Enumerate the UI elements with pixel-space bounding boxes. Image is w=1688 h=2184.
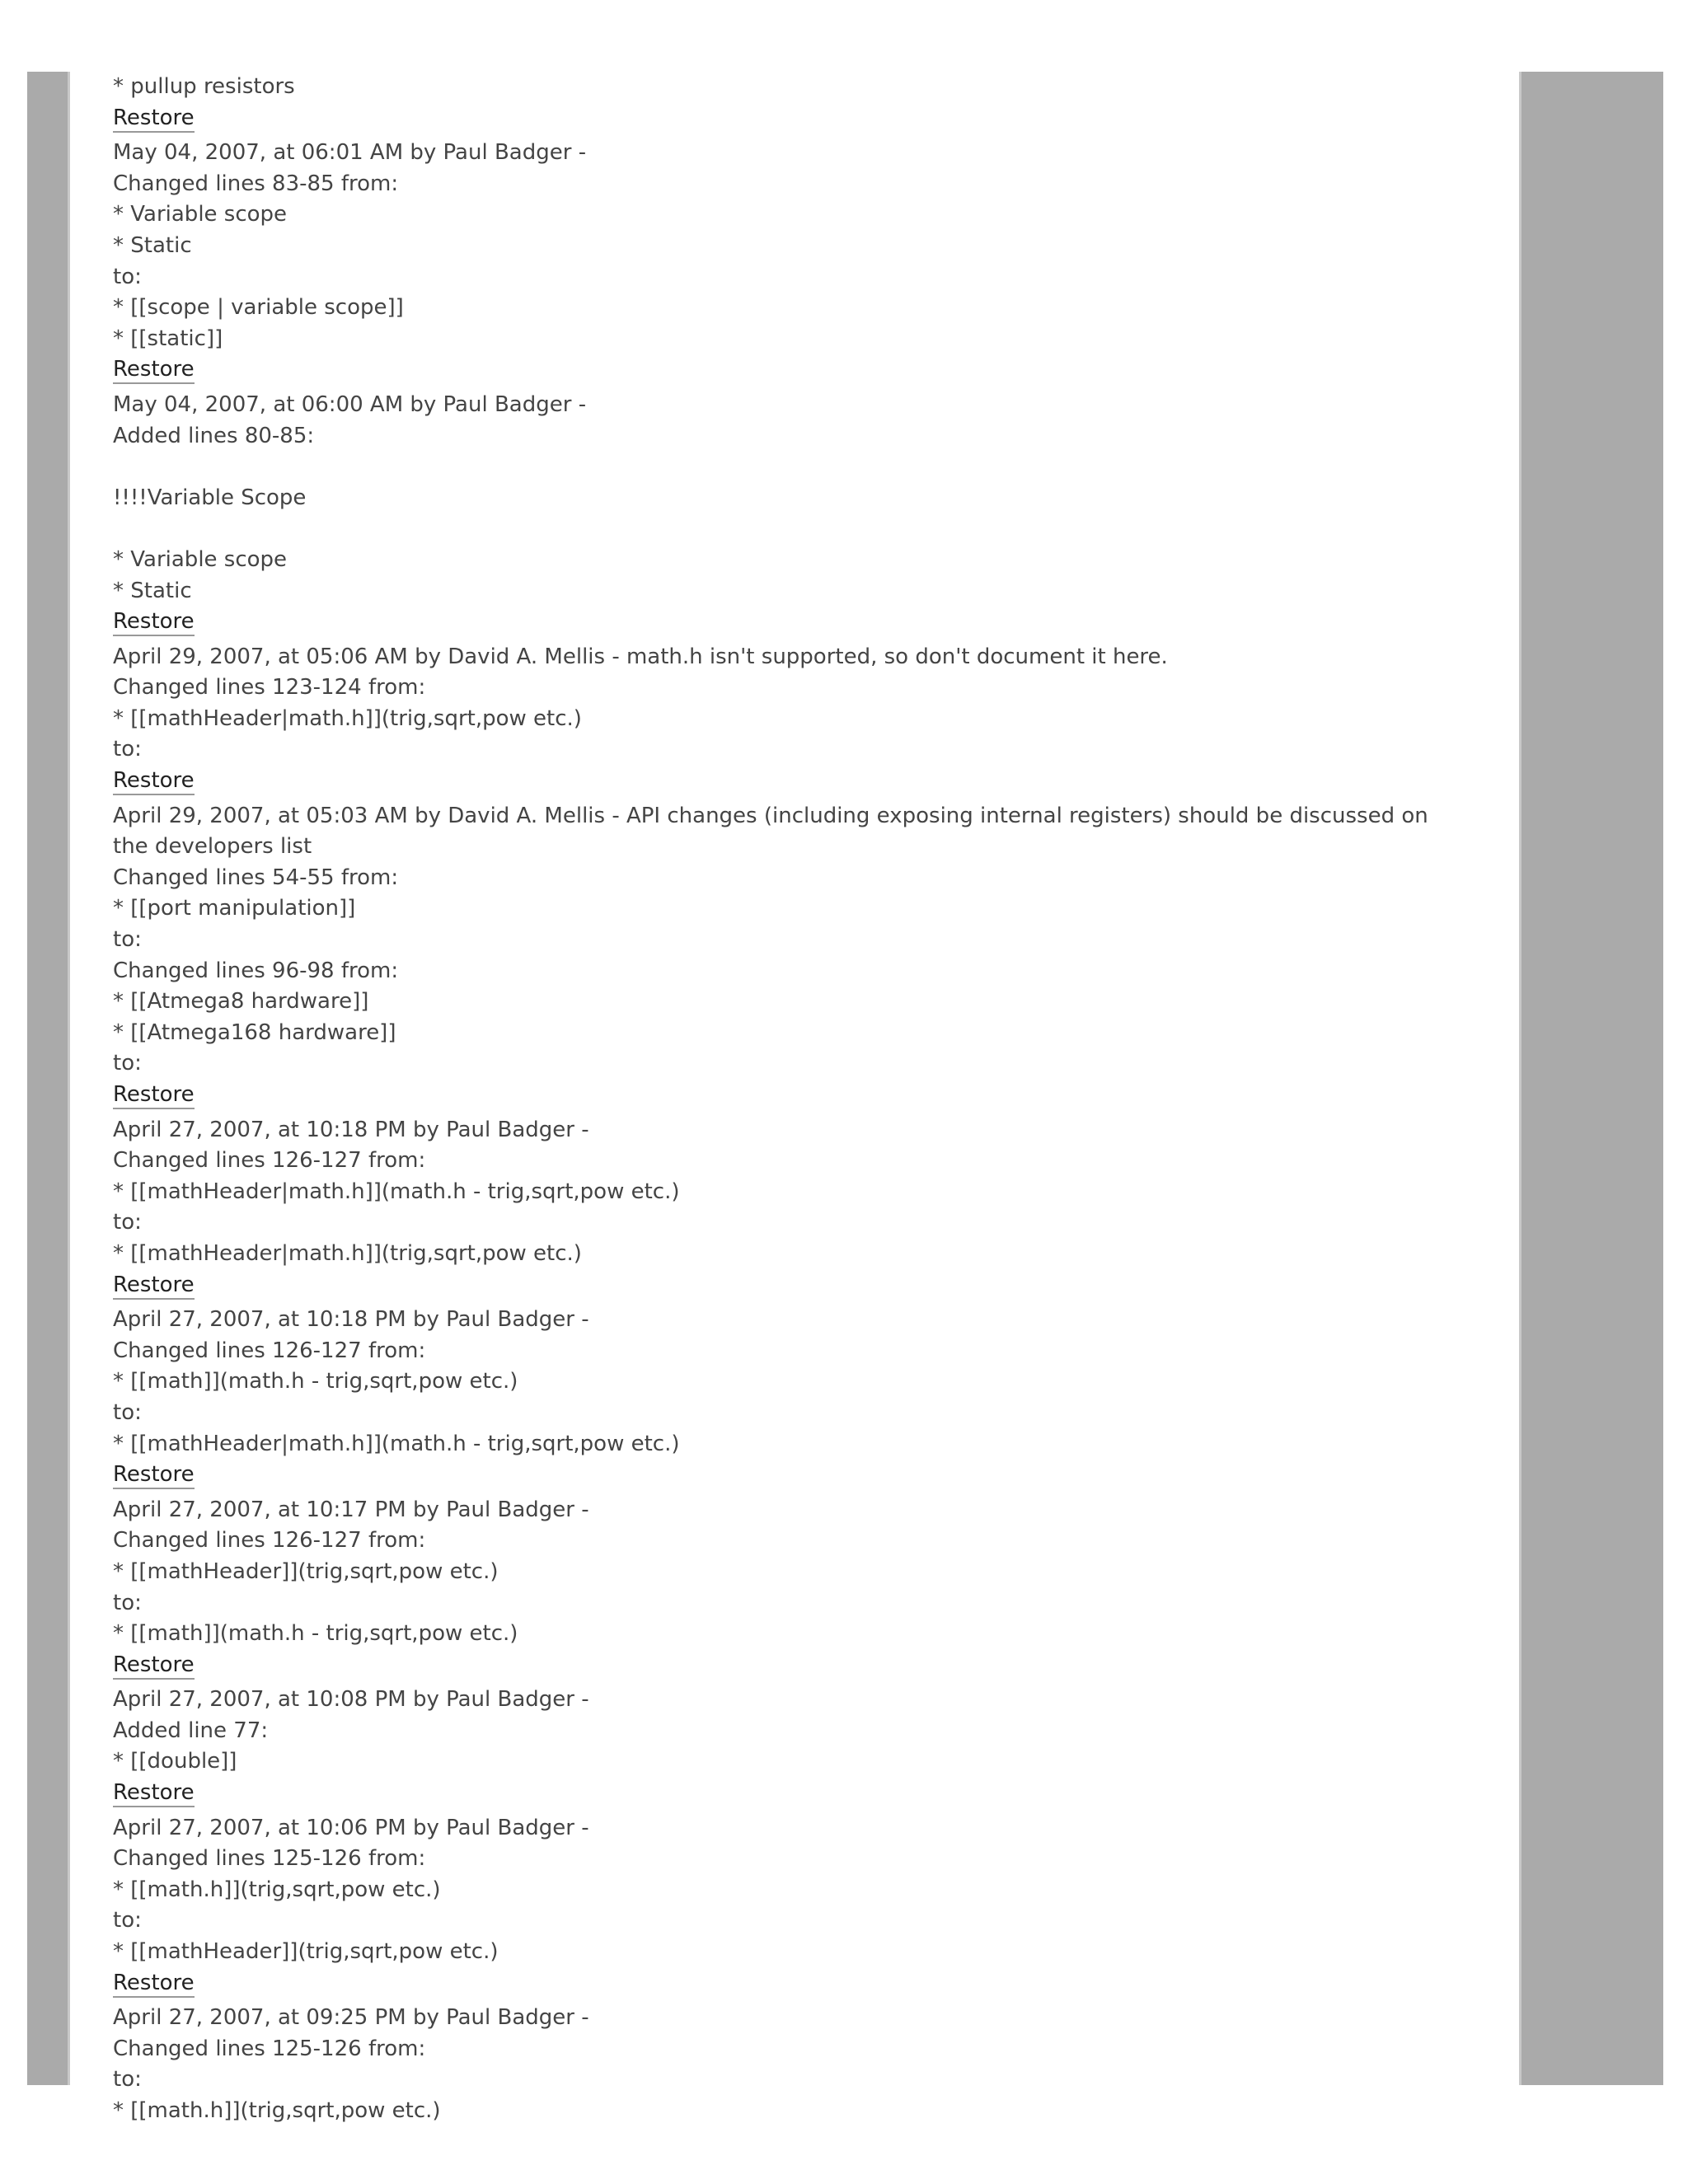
history-line: * [[static]] [113, 326, 223, 351]
restore-row [113, 766, 1452, 801]
history-line: * pullup resistors [113, 74, 295, 99]
history-line: * [[Atmega168 hardware]] [113, 1019, 396, 1045]
history-line: to: [113, 927, 142, 953]
history-line: Changed lines 126-127 from: [113, 1148, 426, 1174]
right-sidebar-bar [1519, 72, 1663, 2085]
blank-line [113, 513, 1452, 545]
restore-link[interactable]: Restore [113, 1272, 195, 1300]
history-line: Changed lines 54-55 from: [113, 865, 399, 890]
history-line: * [[mathHeader|math.h]](trig,sqrt,pow etc.) [113, 705, 582, 731]
history-line: April 27, 2007, at 10:08 PM by Paul Badger - [113, 1687, 589, 1713]
blank-line [113, 452, 1452, 483]
history-line: * [[mathHeader|math.h]](math.h - trig,sqrt,pow etc.) [113, 1179, 680, 1204]
history-line: * Static [113, 578, 192, 603]
history-line: to: [113, 2067, 142, 2093]
history-line: May 04, 2007, at 06:00 AM by Paul Badger - [113, 391, 587, 417]
history-line: Changed lines 126-127 from: [113, 1338, 426, 1363]
restore-link[interactable]: Restore [113, 1652, 195, 1680]
history-line: * [[math.h]](trig,sqrt,pow etc.) [113, 2098, 441, 2123]
history-line: * [[Atmega8 hardware]] [113, 989, 369, 1015]
restore-row [113, 1778, 1452, 1813]
history-line: * [[double]] [113, 1749, 237, 1774]
history-line: Changed lines 125-126 from: [113, 1846, 426, 1872]
left-sidebar-bar [27, 72, 70, 2085]
restore-row [113, 1460, 1452, 1495]
history-line: Changed lines 83-85 from: [113, 171, 399, 196]
restore-link[interactable]: Restore [113, 768, 195, 795]
history-line: to: [113, 1590, 142, 1615]
history-line: * [[mathHeader]](trig,sqrt,pow etc.) [113, 1939, 499, 1965]
history-line: to: [113, 737, 142, 762]
history-line: Added line 77: [113, 1718, 269, 1743]
history-line: * [[mathHeader|math.h]](trig,sqrt,pow etc.) [113, 1240, 582, 1266]
restore-link[interactable]: Restore [113, 1462, 195, 1489]
history-line: April 27, 2007, at 10:18 PM by Paul Badger - [113, 1307, 589, 1333]
restore-link[interactable]: Restore [113, 357, 195, 384]
restore-row [113, 1968, 1452, 2004]
history-line: * [[scope | variable scope]] [113, 295, 404, 321]
history-line: * [[mathHeader|math.h]](math.h - trig,sqrt,pow etc.) [113, 1431, 680, 1456]
history-line: to: [113, 264, 142, 289]
history-line: Changed lines 125-126 from: [113, 2036, 426, 2061]
restore-row [113, 103, 1452, 138]
restore-link[interactable]: Restore [113, 1780, 195, 1807]
history-line: * Variable scope [113, 546, 288, 572]
history-line: * [[math.h]](trig,sqrt,pow etc.) [113, 1877, 441, 1902]
restore-row [113, 354, 1452, 390]
history-line: to: [113, 1908, 142, 1933]
history-line: April 27, 2007, at 10:17 PM by Paul Badger - [113, 1497, 589, 1522]
history-line: * [[math]](math.h - trig,sqrt,pow etc.) [113, 1621, 518, 1647]
history-line: * [[math]](math.h - trig,sqrt,pow etc.) [113, 1369, 518, 1394]
history-line: * [[port manipulation]] [113, 896, 356, 921]
restore-link[interactable]: Restore [113, 105, 195, 133]
restore-link[interactable]: Restore [113, 1082, 195, 1109]
history-line: April 29, 2007, at 05:03 AM by David A. Mellis - API changes (including exposing internal registers) should be discussed on the developers list [113, 803, 1436, 860]
restore-row [113, 1080, 1452, 1115]
restore-row [113, 607, 1452, 642]
history-line: April 27, 2007, at 09:25 PM by Paul Badger - [113, 2005, 589, 2031]
history-line: Changed lines 123-124 from: [113, 675, 426, 701]
history-line: !!!!Variable Scope [113, 485, 307, 510]
restore-link[interactable]: Restore [113, 1971, 195, 1998]
history-line: Added lines 80-85: [113, 423, 315, 448]
history-line: to: [113, 1399, 142, 1425]
history-line: April 27, 2007, at 10:18 PM by Paul Badger - [113, 1117, 589, 1142]
history-line: * Variable scope [113, 202, 288, 227]
restore-row [113, 1270, 1452, 1305]
history-line: Changed lines 96-98 from: [113, 958, 399, 983]
history-line: April 29, 2007, at 05:06 AM by David A. Mellis - math.h isn't supported, so don't document it here. [113, 644, 1168, 669]
history-line: to: [113, 1051, 142, 1076]
history-line: April 27, 2007, at 10:06 PM by Paul Badger - [113, 1815, 589, 1840]
history-line: Changed lines 126-127 from: [113, 1528, 426, 1554]
history-line: to: [113, 1210, 142, 1235]
history-line: May 04, 2007, at 06:01 AM by Paul Badger - [113, 140, 587, 166]
history-line: * Static [113, 232, 192, 258]
restore-link[interactable]: Restore [113, 609, 195, 636]
revision-history [113, 72, 1452, 2127]
restore-row [113, 1650, 1452, 1685]
history-line: * [[mathHeader]](trig,sqrt,pow etc.) [113, 1558, 499, 1584]
